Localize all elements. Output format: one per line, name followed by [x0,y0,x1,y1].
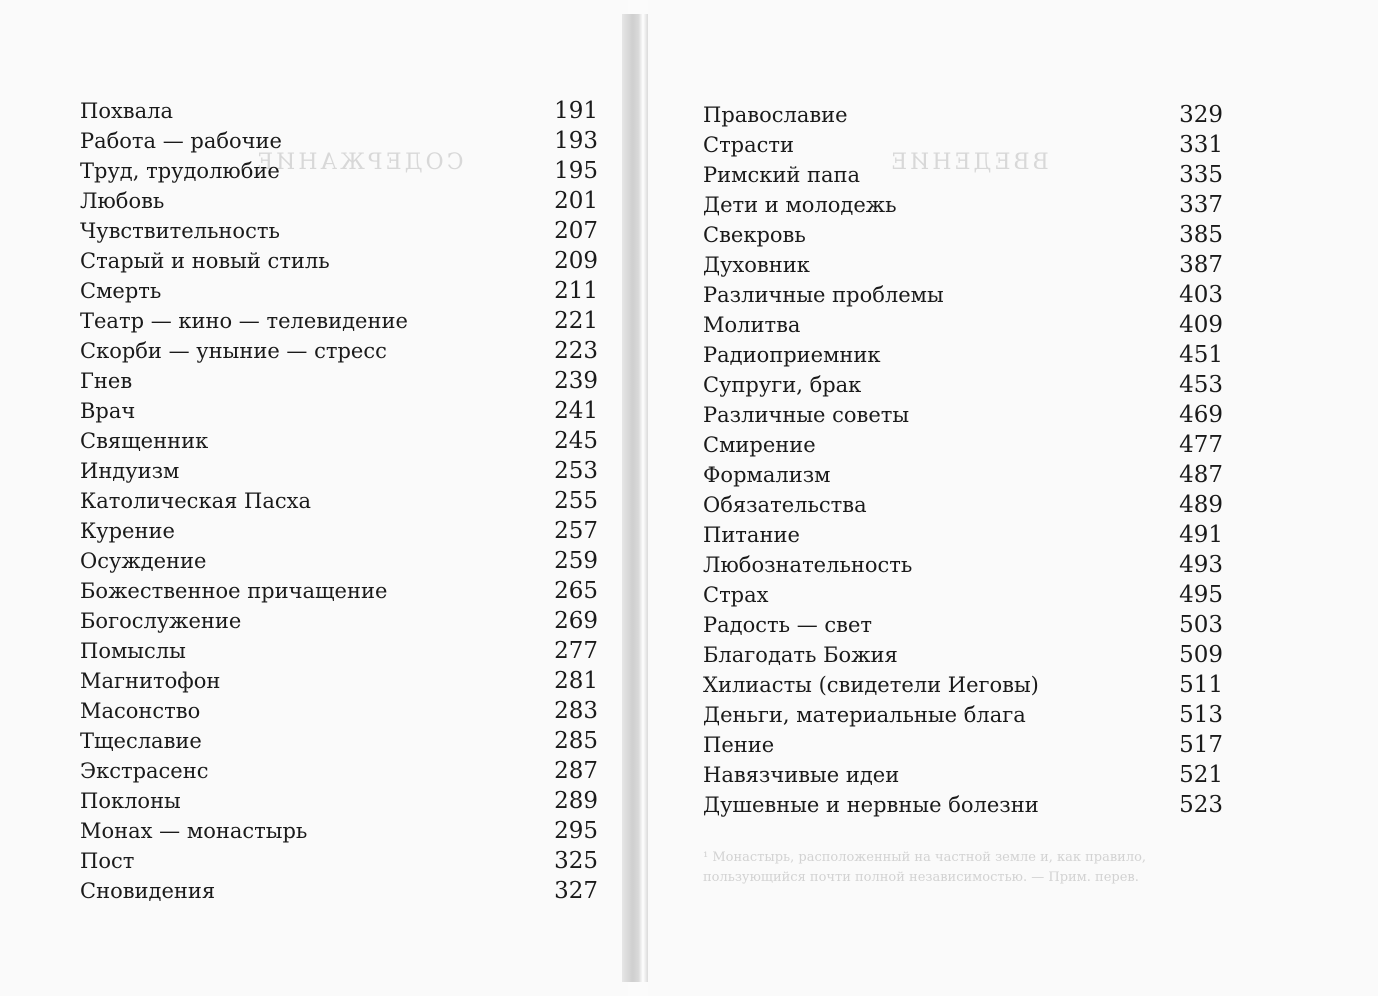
toc-entry-page-number: 495 [1179,582,1223,608]
toc-entry-page-number: 329 [1179,102,1223,128]
toc-entry-page-number: 489 [1179,492,1223,518]
toc-entry [703,220,1223,250]
toc-entry-page-number: 513 [1179,702,1223,728]
toc-entry-page-number: 487 [1179,462,1223,488]
toc-entry [703,790,1223,820]
toc-entry [80,186,598,216]
toc-entry-page-number: 491 [1179,522,1223,548]
toc-entry-title: Различные проблемы [703,283,944,307]
toc-entry-title: Тщеславие [80,729,202,753]
toc-entry-page-number: 331 [1179,132,1223,158]
toc-entry-title: Питание [703,523,800,547]
toc-entry-page-number: 295 [554,818,598,844]
toc-entry-page-number: 287 [554,758,598,784]
toc-entry [80,156,598,186]
toc-entry [703,520,1223,550]
toc-entry-title: Формализм [703,463,831,487]
toc-entry-page-number: 209 [554,248,598,274]
toc-entry-title: Молитва [703,313,801,337]
toc-entry [80,606,598,636]
toc-entry-title: Деньги, материальные блага [703,703,1026,727]
toc-entry-title: Хилиасты (свидетели Иеговы) [703,673,1039,697]
toc-entry [80,306,598,336]
toc-entry-page-number: 259 [554,548,598,574]
toc-entry-title: Осуждение [80,549,207,573]
toc-entry-title: Масонство [80,699,201,723]
toc-entry [80,546,598,576]
toc-entry-title: Душевные и нервные болезни [703,793,1039,817]
toc-entry-page-number: 285 [554,728,598,754]
toc-entry-title: Богослужение [80,609,242,633]
toc-entry-title: Дети и молодежь [703,193,897,217]
toc-entry-page-number: 469 [1179,402,1223,428]
toc-entry-title: Похвала [80,99,174,123]
toc-entry-title: Радость — свет [703,613,873,637]
toc-entry-page-number: 335 [1179,162,1223,188]
show-through-heading-left: СОДЕРЖАНИЕ [254,150,464,175]
toc-entry-title: Сновидения [80,879,216,903]
toc-entry [80,276,598,306]
toc-entry-page-number: 503 [1179,612,1223,638]
toc-entry-title: Страсти [703,133,795,157]
toc-entry-page-number: 255 [554,488,598,514]
toc-entry-page-number: 221 [554,308,598,334]
toc-entry [703,580,1223,610]
toc-entry-page-number: 195 [554,158,598,184]
toc-entry-page-number: 387 [1179,252,1223,278]
toc-entry-title: Духовник [703,253,810,277]
toc-entry [703,670,1223,700]
toc-entry [80,486,598,516]
toc-entry-page-number: 517 [1179,732,1223,758]
toc-entry [80,396,598,426]
toc-entry [703,490,1223,520]
toc-entry-title: Супруги, брак [703,373,862,397]
toc-entry-page-number: 241 [554,398,598,424]
toc-entry-title: Театр — кино — телевидение [80,309,408,333]
toc-entry-title: Различные советы [703,403,910,427]
toc-entry [80,216,598,246]
toc-entry-page-number: 493 [1179,552,1223,578]
toc-entry [80,336,598,366]
toc-entry-page-number: 283 [554,698,598,724]
toc-entry [703,430,1223,460]
left-page [0,0,628,996]
toc-entry-title: Магнитофон [80,669,221,693]
toc-entry [80,516,598,546]
footnote-line: пользующийся почти полной независимостью. — Прим. перев. [703,870,1139,885]
toc-entry [703,280,1223,310]
toc-entry-page-number: 409 [1179,312,1223,338]
toc-entry-page-number: 191 [554,98,598,124]
toc-entry-page-number: 245 [554,428,598,454]
toc-entry [80,816,598,846]
toc-entry-page-number: 281 [554,668,598,694]
toc-entry-title: Пост [80,849,135,873]
toc-entry-title: Помыслы [80,639,186,663]
toc-entry-title: Скорби — уныние — стресс [80,339,387,363]
toc-entry-title: Работа — рабочие [80,129,282,153]
toc-entry-title: Навязчивые идеи [703,763,900,787]
toc-entry-title: Православие [703,103,848,127]
toc-entry [80,786,598,816]
toc-entry-title: Гнев [80,369,133,393]
toc-entry-title: Любовь [80,189,165,213]
toc-entry-page-number: 257 [554,518,598,544]
toc-entry-page-number: 207 [554,218,598,244]
toc-entry [703,100,1223,130]
toc-entry [80,846,598,876]
toc-entry [80,756,598,786]
toc-entry-page-number: 521 [1179,762,1223,788]
toc-entry-page-number: 201 [554,188,598,214]
toc-entry-title: Обязательства [703,493,867,517]
toc-entry [703,340,1223,370]
right-page [648,0,1378,996]
toc-entry-title: Курение [80,519,175,543]
toc-entry [703,460,1223,490]
toc-entry [80,696,598,726]
toc-entry [703,160,1223,190]
toc-entry-title: Смерть [80,279,162,303]
toc-entry [703,550,1223,580]
toc-entry [80,456,598,486]
toc-entry-title: Индуизм [80,459,180,483]
toc-entry-page-number: 509 [1179,642,1223,668]
toc-entry-page-number: 211 [554,278,598,304]
toc-entry [80,126,598,156]
toc-entry-title: Труд, трудолюбие [80,159,280,183]
show-through-footnote [703,848,1223,888]
toc-entry-page-number: 289 [554,788,598,814]
toc-entry-title: Поклоны [80,789,181,813]
toc-entry [703,610,1223,640]
toc-entry [703,730,1223,760]
toc-entry-title: Священник [80,429,209,453]
toc-entry [80,576,598,606]
toc-list-left [80,96,598,906]
show-through-heading-right: ВВЕДЕНИЕ [888,150,1049,175]
toc-entry-title: Радиоприемник [703,343,881,367]
toc-entry-page-number: 327 [554,878,598,904]
toc-entry [703,400,1223,430]
toc-entry-page-number: 253 [554,458,598,484]
toc-entry-page-number: 451 [1179,342,1223,368]
toc-entry-page-number: 269 [554,608,598,634]
toc-entry-page-number: 403 [1179,282,1223,308]
toc-entry-title: Любознательность [703,553,913,577]
toc-entry-page-number: 223 [554,338,598,364]
toc-entry [80,636,598,666]
toc-entry-page-number: 385 [1179,222,1223,248]
toc-entry-title: Католическая Пасха [80,489,311,513]
toc-entry-title: Свекровь [703,223,806,247]
toc-entry [80,666,598,696]
toc-entry [703,370,1223,400]
toc-entry [80,726,598,756]
toc-entry-page-number: 277 [554,638,598,664]
toc-entry-title: Пение [703,733,775,757]
toc-entry-page-number: 453 [1179,372,1223,398]
toc-entry-page-number: 337 [1179,192,1223,218]
toc-entry-title: Старый и новый стиль [80,249,330,273]
toc-entry [80,246,598,276]
toc-entry [703,310,1223,340]
toc-entry-page-number: 511 [1179,672,1223,698]
toc-entry-page-number: 325 [554,848,598,874]
toc-entry-title: Римский папа [703,163,861,187]
toc-entry-title: Страх [703,583,769,607]
toc-entry-page-number: 193 [554,128,598,154]
toc-entry-title: Божественное причащение [80,579,388,603]
toc-entry [80,96,598,126]
toc-entry-page-number: 265 [554,578,598,604]
toc-entry-page-number: 239 [554,368,598,394]
toc-entry-title: Чувствительность [80,219,280,243]
toc-entry [80,876,598,906]
toc-entry-title: Смирение [703,433,816,457]
toc-entry-title: Экстрасенс [80,759,209,783]
toc-entry-title: Врач [80,399,136,423]
toc-entry [80,426,598,456]
toc-entry-page-number: 477 [1179,432,1223,458]
toc-entry [703,190,1223,220]
toc-entry [703,760,1223,790]
toc-entry [703,250,1223,280]
toc-entry [703,640,1223,670]
toc-entry [703,130,1223,160]
toc-entry [703,700,1223,730]
toc-entry-title: Монах — монастырь [80,819,308,843]
toc-entry [80,366,598,396]
toc-entry-title: Благодать Божия [703,643,898,667]
toc-entry-page-number: 523 [1179,792,1223,818]
toc-list-right [703,100,1223,820]
footnote-line: ¹ Монастырь, расположенный на частной земле и, как правило, [703,850,1147,865]
